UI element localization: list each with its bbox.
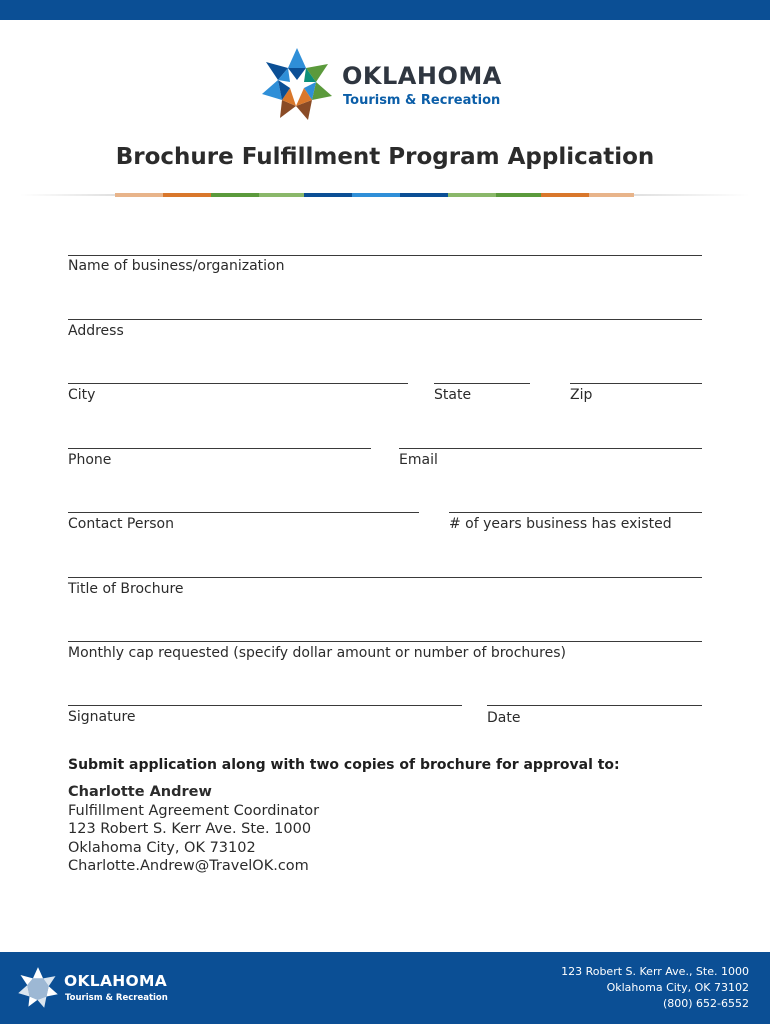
business-name-field[interactable] — [68, 255, 702, 256]
footer-star-icon — [16, 966, 60, 1010]
top-bar — [0, 0, 770, 20]
signature-label: Signature — [68, 709, 136, 725]
footer-address-line2: Oklahoma City, OK 73102 — [606, 981, 749, 994]
footer-bar — [0, 952, 770, 1024]
brochure-title-label: Title of Brochure — [68, 581, 184, 597]
city-label: City — [68, 387, 96, 403]
star-logo-icon — [258, 46, 336, 124]
email-field[interactable] — [399, 448, 702, 449]
monthly-cap-field[interactable] — [68, 641, 702, 642]
coordinator-city: Oklahoma City, OK 73102 — [68, 839, 256, 856]
coordinator-name: Charlotte Andrew — [68, 784, 212, 800]
phone-label: Phone — [68, 452, 112, 468]
coordinator-role: Fulfillment Agreement Coordinator — [68, 802, 320, 819]
coordinator-contact-block — [68, 783, 319, 876]
contact-person-label: Contact Person — [68, 516, 174, 532]
zip-label: Zip — [570, 387, 593, 403]
signature-field[interactable] — [68, 705, 462, 706]
footer-address-line1: 123 Robert S. Kerr Ave., Ste. 1000 — [561, 965, 749, 978]
footer-tagline: Tourism & Recreation — [65, 993, 168, 1003]
phone-field[interactable] — [68, 448, 371, 449]
zip-field[interactable] — [570, 383, 702, 384]
years-business-label: # of years business has existed — [449, 516, 672, 532]
address-label: Address — [68, 323, 124, 339]
years-business-field[interactable] — [449, 512, 702, 513]
submit-instructions-heading: Submit application along with two copies of brochure for approval to: — [68, 757, 620, 773]
brochure-title-field[interactable] — [68, 577, 702, 578]
state-field[interactable] — [434, 383, 530, 384]
decorative-color-rule — [20, 193, 750, 197]
date-label: Date — [487, 710, 521, 726]
footer-address — [561, 964, 749, 1012]
email-label: Email — [399, 452, 438, 468]
logo-wordmark: OKLAHOMA — [342, 62, 502, 90]
contact-person-field[interactable] — [68, 512, 419, 513]
oklahoma-tourism-logo — [258, 46, 528, 124]
business-name-label: Name of business/organization — [68, 258, 285, 274]
coordinator-street: 123 Robert S. Kerr Ave. Ste. 1000 — [68, 821, 312, 837]
city-field[interactable] — [68, 383, 408, 384]
state-label: State — [434, 387, 472, 403]
page-title: Brochure Fulfillment Program Application — [115, 144, 655, 170]
footer-logo — [16, 964, 176, 1012]
footer-wordmark: OKLAHOMA — [64, 972, 168, 990]
coordinator-email[interactable]: Charlotte.Andrew@TravelOK.com — [68, 858, 309, 874]
date-field[interactable] — [487, 705, 702, 706]
monthly-cap-label: Monthly cap requested (specify dollar amount or number of brochures) — [68, 645, 566, 661]
logo-tagline: Tourism & Recreation — [343, 93, 501, 108]
footer-phone: (800) 652-6552 — [662, 997, 749, 1010]
address-field[interactable] — [68, 319, 702, 320]
